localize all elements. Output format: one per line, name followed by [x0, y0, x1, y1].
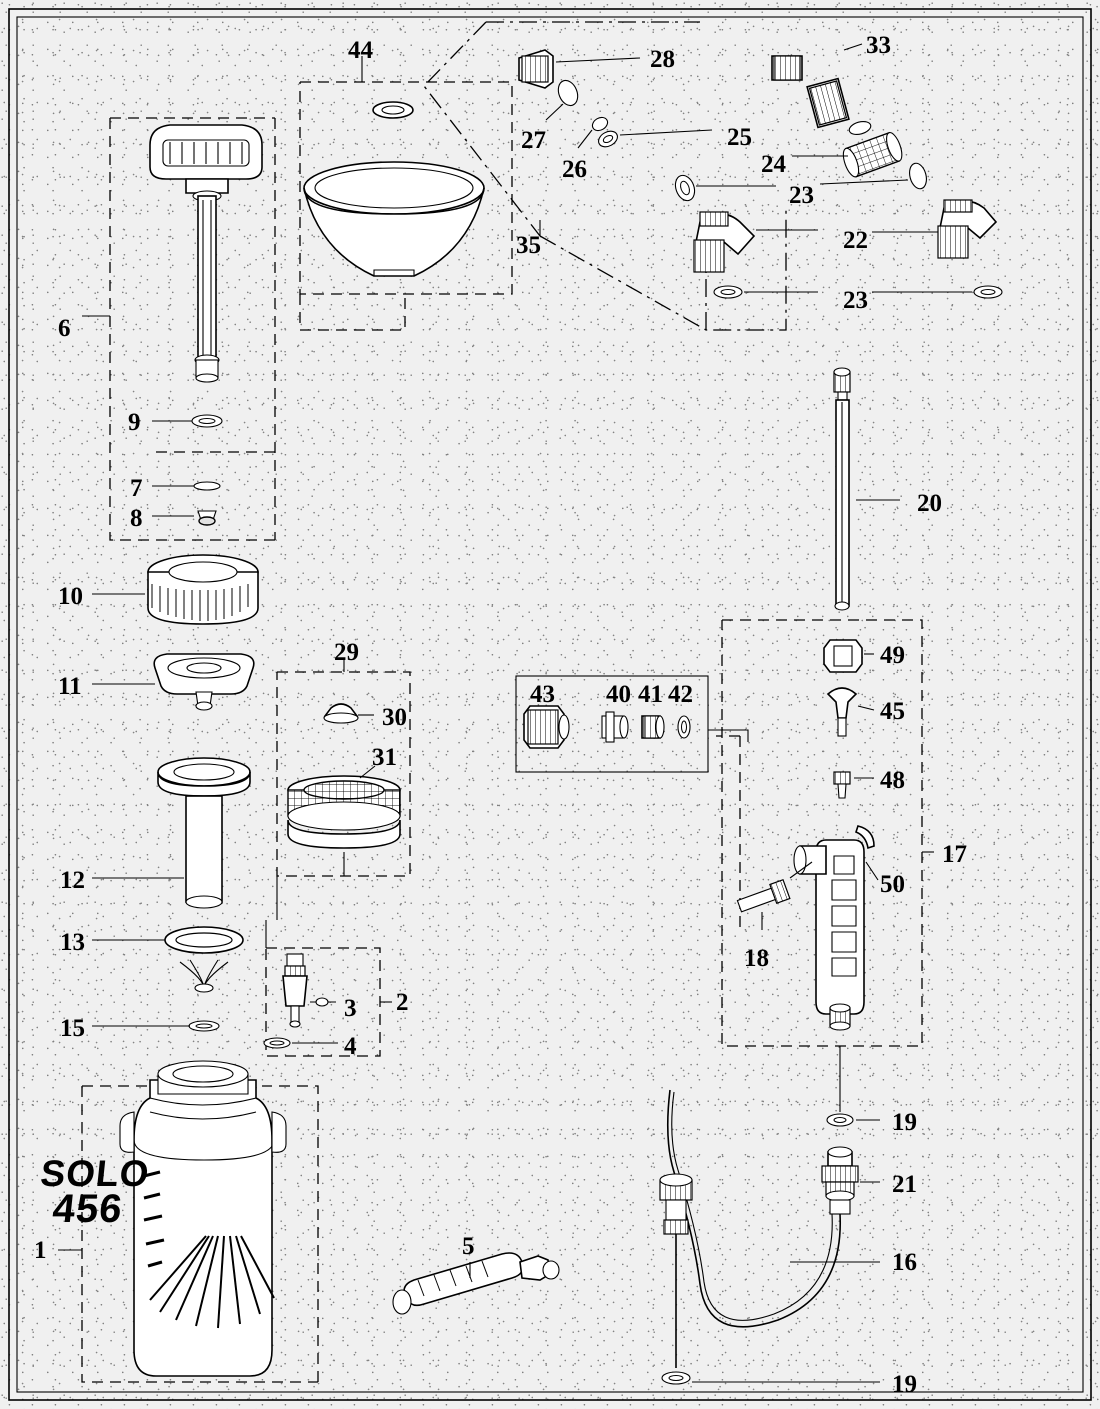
callout-1: 1 [34, 1237, 47, 1264]
callout-19-upper: 19 [892, 1109, 917, 1136]
callout-4: 4 [344, 1033, 357, 1060]
callout-11: 11 [58, 673, 82, 700]
callout-23-lower: 23 [843, 287, 868, 314]
callout-45: 45 [880, 698, 905, 725]
callout-24: 24 [761, 151, 786, 178]
callout-49: 49 [880, 642, 905, 669]
callout-17: 17 [942, 841, 967, 868]
callout-10: 10 [58, 583, 83, 610]
callout-50: 50 [880, 871, 905, 898]
callout-29: 29 [334, 639, 359, 666]
svg-text:456: 456 [50, 1187, 125, 1231]
callout-27: 27 [521, 127, 546, 154]
svg-text:SOLO: SOLO [38, 1152, 152, 1194]
callout-3: 3 [344, 995, 357, 1022]
callout-16: 16 [892, 1249, 917, 1276]
callout-15: 15 [60, 1015, 85, 1042]
callout-42: 42 [668, 681, 693, 708]
callout-21: 21 [892, 1171, 917, 1198]
callout-19-lower: 19 [892, 1371, 917, 1398]
callout-48: 48 [880, 767, 905, 794]
callout-43: 43 [530, 681, 555, 708]
callout-6: 6 [58, 315, 71, 342]
callout-2: 2 [396, 989, 409, 1016]
callout-25: 25 [727, 124, 752, 151]
callout-23-upper: 23 [789, 182, 814, 209]
callout-9: 9 [128, 409, 141, 436]
callout-22: 22 [843, 227, 868, 254]
callout-30: 30 [382, 704, 407, 731]
callout-5: 5 [462, 1233, 475, 1260]
callout-28: 28 [650, 46, 675, 73]
callout-13: 13 [60, 929, 85, 956]
callout-12: 12 [60, 867, 85, 894]
callout-20: 20 [917, 490, 942, 517]
callout-40: 40 [606, 681, 631, 708]
callout-35: 35 [516, 232, 541, 259]
callout-18: 18 [744, 945, 769, 972]
callout-7: 7 [130, 475, 143, 502]
callout-44: 44 [348, 37, 373, 64]
callout-33: 33 [866, 32, 891, 59]
callout-26: 26 [562, 156, 587, 183]
callout-31: 31 [372, 744, 397, 771]
callout-8: 8 [130, 505, 143, 532]
callout-41: 41 [638, 681, 663, 708]
